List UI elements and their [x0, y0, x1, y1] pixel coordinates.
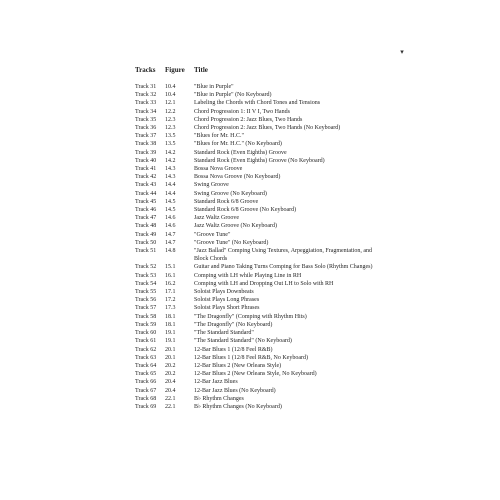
track-number: Track 37: [135, 133, 157, 140]
track-title: Jazz Waltz Groove: [194, 215, 240, 222]
figure-number: 13.5: [165, 133, 176, 140]
track-number: Track 32: [135, 92, 157, 99]
track-title: Chord Progression 1: II V I, Two Hands: [194, 108, 290, 115]
table-row: [135, 149, 380, 157]
track-number: Track 58: [135, 313, 157, 320]
figure-number: 19.1: [165, 330, 176, 337]
figure-number: 10.4: [165, 84, 176, 90]
track-title: "The Dragonfly" (Comping with Rhythm Hits): [194, 313, 307, 320]
table-row: [135, 272, 380, 280]
figure-number: 14.5: [165, 207, 176, 214]
track-title: "Groove Tune" (No Keyboard): [194, 239, 269, 246]
figure-number: 14.3: [165, 174, 176, 181]
table-row: [135, 116, 380, 124]
track-title: Soloist Plays Short Phrases: [194, 305, 260, 312]
track-number: Track 65: [135, 371, 157, 378]
track-number: Track 67: [135, 387, 157, 394]
table-row: [135, 329, 380, 337]
track-title: "Groove Tune": [194, 231, 231, 238]
table-row: [135, 190, 380, 198]
table-row: [135, 362, 380, 370]
table-row: [135, 354, 380, 362]
figure-number: 14.4: [165, 182, 176, 189]
track-number: Track 56: [135, 297, 157, 304]
figure-number: 19.1: [165, 338, 176, 345]
chevron-down-icon[interactable]: ▾: [400, 48, 404, 56]
table-row: [135, 304, 380, 312]
track-number: Track 61: [135, 338, 157, 345]
track-number: Track 57: [135, 305, 157, 312]
table-row: [135, 173, 380, 181]
figure-number: 16.2: [165, 280, 176, 287]
table-header: [135, 66, 380, 74]
figure-number: 14.5: [165, 198, 176, 205]
track-title: "Blues for Mr. H.C." (No Keyboard): [194, 141, 282, 148]
table-row: [135, 108, 380, 116]
table-row: [135, 346, 380, 354]
figure-number: 14.2: [165, 149, 176, 156]
table-row: [135, 231, 380, 239]
figure-number: 20.4: [165, 387, 176, 394]
figure-number: 12.3: [165, 116, 176, 123]
figure-number: 20.2: [165, 371, 176, 378]
figure-column-header: Figure: [165, 66, 185, 74]
track-number: Track 35: [135, 116, 157, 123]
table-row: [135, 296, 380, 304]
table-row: [135, 132, 380, 140]
track-title: Labeling the Chords with Chord Tones and Tensions: [194, 100, 321, 107]
tracks-column-header: Tracks: [135, 66, 156, 74]
track-number: Track 43: [135, 182, 157, 189]
figure-number: 14.7: [165, 239, 176, 246]
title-column-header: Title: [194, 66, 208, 74]
figure-number: 12.2: [165, 108, 176, 115]
figure-number: 14.8: [165, 248, 176, 255]
figure-number: 14.2: [165, 157, 176, 164]
figure-number: 17.1: [165, 289, 176, 296]
table-row: [135, 124, 380, 132]
track-number: Track 36: [135, 125, 157, 132]
track-title: Standard Rock (Even Eighths) Groove (No Keyboard): [194, 157, 325, 164]
figure-number: 12.3: [165, 125, 176, 132]
track-title: 12-Bar Jazz Blues: [194, 379, 238, 386]
track-title: "Blues for Mr. H.C.": [194, 133, 244, 140]
track-title: 12-Bar Blues 2 (New Orleans Style, No Keyboard): [194, 371, 317, 378]
table-row: [135, 263, 380, 271]
table-row: [135, 280, 380, 288]
table-row: [135, 370, 380, 378]
track-number: Track 45: [135, 198, 157, 205]
table-row: [135, 395, 380, 403]
track-number: Track 55: [135, 289, 157, 296]
track-table-body: [135, 83, 380, 411]
track-number: Track 54: [135, 280, 157, 287]
figure-number: 22.1: [165, 403, 176, 410]
table-row: [135, 247, 380, 263]
track-title: Bossa Nova Groove: [194, 166, 243, 173]
table-row: [135, 206, 380, 214]
track-number: Track 60: [135, 330, 157, 337]
table-row: [135, 222, 380, 230]
table-row: [135, 198, 380, 206]
table-row: [135, 378, 380, 386]
figure-number: 12.1: [165, 100, 176, 107]
track-number: Track 40: [135, 157, 157, 164]
figure-number: 14.6: [165, 215, 176, 222]
track-title: "Blue in Purple" (No Keyboard): [194, 92, 272, 99]
table-row: [135, 99, 380, 107]
table-row: [135, 337, 380, 345]
track-title: Soloist Plays Long Phrases: [194, 297, 260, 304]
figure-number: 20.1: [165, 354, 176, 361]
track-number: Track 44: [135, 190, 157, 197]
track-title: Standard Rock 6/8 Groove (No Keyboard): [194, 207, 297, 214]
figure-number: 13.5: [165, 141, 176, 148]
table-row: [135, 157, 380, 165]
track-number: Track 34: [135, 108, 157, 115]
figure-number: 17.3: [165, 305, 176, 312]
figure-number: 20.4: [165, 379, 176, 386]
figure-number: 14.4: [165, 190, 176, 197]
figure-number: 20.2: [165, 362, 176, 369]
track-number: Track 50: [135, 239, 157, 246]
track-title: Comping with LH and Dropping Out LH to Solo with RH: [194, 280, 334, 287]
track-number: Track 59: [135, 321, 157, 328]
table-row: [135, 403, 380, 411]
table-row: [135, 313, 380, 321]
track-listing-page: [135, 66, 380, 411]
track-title: Bossa Nova Groove (No Keyboard): [194, 174, 281, 181]
track-title: Standard Rock 6/8 Groove: [194, 198, 259, 205]
track-title: "The Dragonfly" (No Keyboard): [194, 321, 273, 328]
track-title: Comping with LH while Playing Line in RH: [194, 272, 302, 279]
table-row: [135, 288, 380, 296]
figure-number: 14.3: [165, 166, 176, 173]
figure-number: 17.2: [165, 297, 176, 304]
figure-number: 15.1: [165, 264, 176, 271]
track-title: B♭ Rhythm Changes (No Keyboard): [194, 403, 282, 410]
figure-number: 14.7: [165, 231, 176, 238]
table-row: [135, 91, 380, 99]
table-row: [135, 387, 380, 395]
track-number: Track 42: [135, 174, 157, 181]
table-row: [135, 83, 380, 91]
track-number: Track 66: [135, 379, 157, 386]
track-number: Track 64: [135, 362, 157, 369]
track-number: Track 47: [135, 215, 157, 222]
figure-number: 18.1: [165, 321, 176, 328]
track-number: Track 41: [135, 166, 157, 173]
track-title: "Jazz Ballad" Comping Using Textures, Arpeggiation, Fragmentation, and Block Chords: [194, 248, 373, 263]
track-title: "The Standard Standard" (No Keyboard): [194, 338, 292, 345]
figure-number: 16.1: [165, 272, 176, 279]
table-row: [135, 321, 380, 329]
track-number: Track 69: [135, 403, 157, 410]
track-title: 12-Bar Blues 1 (12/8 Feel R&B): [194, 346, 273, 353]
table-row: [135, 239, 380, 247]
track-title: 12-Bar Blues 2 (New Orleans Style): [194, 362, 282, 369]
track-title: Swing Groove: [194, 182, 229, 189]
track-title: Chord Progression 2: Jazz Blues, Two Hands: [194, 116, 303, 123]
track-title: Swing Groove (No Keyboard): [194, 190, 267, 197]
track-title: Guitar and Piano Taking Turns Comping for Bass Solo (Rhythm Changes): [194, 264, 373, 271]
figure-number: 20.1: [165, 346, 176, 353]
track-number: Track 53: [135, 272, 157, 279]
figure-number: 18.1: [165, 313, 176, 320]
track-number: Track 62: [135, 346, 157, 353]
track-number: Track 49: [135, 231, 157, 238]
track-title: "Blue in Purple": [194, 84, 234, 90]
track-title: Soloist Plays Downbeats: [194, 289, 254, 296]
track-title: Chord Progression 2: Jazz Blues, Two Hands (No Keyboard): [194, 125, 341, 132]
track-number: Track 52: [135, 264, 157, 271]
track-number: Track 51: [135, 248, 157, 255]
track-title: 12-Bar Jazz Blues (No Keyboard): [194, 387, 276, 394]
table-row: [135, 140, 380, 148]
figure-number: 14.6: [165, 223, 176, 230]
table-row: [135, 165, 380, 173]
track-number: Track 68: [135, 395, 157, 402]
track-number: Track 63: [135, 354, 157, 361]
track-title: 12-Bar Blues 1 (12/8 Feel R&B, No Keyboard): [194, 354, 308, 361]
table-row: [135, 181, 380, 189]
track-title: "The Standard Standard": [194, 330, 254, 337]
track-number: Track 33: [135, 100, 157, 107]
table-row: [135, 214, 380, 222]
figure-number: 10.4: [165, 92, 176, 99]
track-number: Track 48: [135, 223, 157, 230]
track-title: Standard Rock (Even Eighths) Groove: [194, 149, 287, 156]
track-number: Track 46: [135, 207, 157, 214]
track-title: B♭ Rhythm Changes: [194, 395, 244, 402]
track-number: Track 31: [135, 84, 157, 90]
track-number: Track 38: [135, 141, 157, 148]
track-number: Track 39: [135, 149, 157, 156]
figure-number: 22.1: [165, 395, 176, 402]
track-title: Jazz Waltz Groove (No Keyboard): [194, 223, 278, 230]
